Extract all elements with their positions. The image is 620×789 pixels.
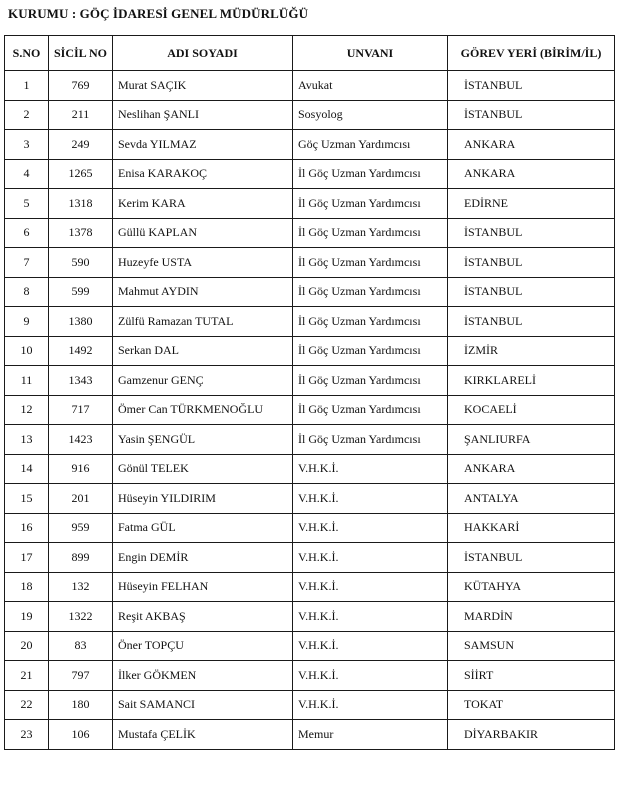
cell-name: Yasin ŞENGÜL (113, 425, 293, 455)
cell-location: İSTANBUL (448, 277, 615, 307)
cell-name: Gamzenur GENÇ (113, 366, 293, 396)
cell-sno: 12 (5, 395, 49, 425)
cell-name: Hüseyin FELHAN (113, 572, 293, 602)
cell-location: ANKARA (448, 159, 615, 189)
cell-location: SİİRT (448, 661, 615, 691)
cell-location: ANKARA (448, 130, 615, 160)
cell-name: Neslihan ŞANLI (113, 100, 293, 130)
cell-title: V.H.K.İ. (293, 484, 448, 514)
cell-location: TOKAT (448, 690, 615, 720)
cell-sno: 23 (5, 720, 49, 750)
table-row (5, 307, 615, 337)
table-row (5, 631, 615, 661)
table-body (5, 71, 615, 750)
cell-sno: 19 (5, 602, 49, 632)
table-row (5, 602, 615, 632)
cell-name: Hüseyin YILDIRIM (113, 484, 293, 514)
cell-location: İSTANBUL (448, 71, 615, 101)
cell-name: İlker GÖKMEN (113, 661, 293, 691)
cell-name: Zülfü Ramazan TUTAL (113, 307, 293, 337)
cell-location: İSTANBUL (448, 307, 615, 337)
cell-title: Sosyolog (293, 100, 448, 130)
cell-name: Huzeyfe USTA (113, 248, 293, 278)
column-header-title: UNVANI (293, 36, 448, 71)
table-row (5, 720, 615, 750)
cell-sno: 16 (5, 513, 49, 543)
cell-name: Fatma GÜL (113, 513, 293, 543)
cell-title: V.H.K.İ. (293, 661, 448, 691)
table-row (5, 159, 615, 189)
cell-sno: 6 (5, 218, 49, 248)
cell-location: KÜTAHYA (448, 572, 615, 602)
table-row (5, 277, 615, 307)
cell-sicil-no: 769 (49, 71, 113, 101)
cell-name: Serkan DAL (113, 336, 293, 366)
cell-sno: 1 (5, 71, 49, 101)
cell-sno: 14 (5, 454, 49, 484)
cell-location: SAMSUN (448, 631, 615, 661)
cell-name: Güllü KAPLAN (113, 218, 293, 248)
cell-sno: 21 (5, 661, 49, 691)
table-row (5, 395, 615, 425)
cell-sno: 5 (5, 189, 49, 219)
cell-sno: 20 (5, 631, 49, 661)
table-row (5, 100, 615, 130)
table-row (5, 248, 615, 278)
table-row (5, 366, 615, 396)
cell-title: İl Göç Uzman Yardımcısı (293, 159, 448, 189)
cell-sno: 9 (5, 307, 49, 337)
cell-sno: 10 (5, 336, 49, 366)
cell-location: İSTANBUL (448, 248, 615, 278)
cell-title: Memur (293, 720, 448, 750)
cell-title: İl Göç Uzman Yardımcısı (293, 307, 448, 337)
cell-sno: 18 (5, 572, 49, 602)
column-header-sicil-no: SİCİL NO (49, 36, 113, 71)
cell-name: Öner TOPÇU (113, 631, 293, 661)
cell-title: V.H.K.İ. (293, 602, 448, 632)
cell-sno: 3 (5, 130, 49, 160)
table-row (5, 454, 615, 484)
cell-location: İSTANBUL (448, 543, 615, 573)
cell-title: İl Göç Uzman Yardımcısı (293, 366, 448, 396)
cell-title: İl Göç Uzman Yardımcısı (293, 425, 448, 455)
cell-name: Ömer Can TÜRKMENOĞLU (113, 395, 293, 425)
cell-name: Engin DEMİR (113, 543, 293, 573)
cell-sicil-no: 797 (49, 661, 113, 691)
table-row (5, 484, 615, 514)
cell-name: Kerim KARA (113, 189, 293, 219)
cell-sicil-no: 83 (49, 631, 113, 661)
table-row (5, 572, 615, 602)
cell-title: V.H.K.İ. (293, 543, 448, 573)
cell-title: V.H.K.İ. (293, 690, 448, 720)
cell-sicil-no: 132 (49, 572, 113, 602)
cell-name: Gönül TELEK (113, 454, 293, 484)
cell-sicil-no: 916 (49, 454, 113, 484)
cell-title: İl Göç Uzman Yardımcısı (293, 277, 448, 307)
cell-name: Murat SAÇIK (113, 71, 293, 101)
cell-location: DİYARBAKIR (448, 720, 615, 750)
cell-location: MARDİN (448, 602, 615, 632)
cell-title: V.H.K.İ. (293, 454, 448, 484)
table-row (5, 71, 615, 101)
cell-sno: 7 (5, 248, 49, 278)
cell-sicil-no: 1378 (49, 218, 113, 248)
column-header-sno: S.NO (5, 36, 49, 71)
table-row (5, 336, 615, 366)
cell-sicil-no: 180 (49, 690, 113, 720)
page-title: KURUMU : GÖÇ İDARESİ GENEL MÜDÜRLÜĞÜ (8, 6, 309, 21)
personnel-table (4, 35, 615, 750)
cell-title: Göç Uzman Yardımcısı (293, 130, 448, 160)
cell-title: V.H.K.İ. (293, 631, 448, 661)
cell-sicil-no: 599 (49, 277, 113, 307)
table-header-row (5, 36, 615, 71)
cell-sicil-no: 1318 (49, 189, 113, 219)
cell-sicil-no: 717 (49, 395, 113, 425)
cell-sicil-no: 201 (49, 484, 113, 514)
table-row (5, 425, 615, 455)
cell-sno: 13 (5, 425, 49, 455)
table-row (5, 218, 615, 248)
table-row (5, 189, 615, 219)
cell-title: İl Göç Uzman Yardımcısı (293, 395, 448, 425)
cell-sno: 4 (5, 159, 49, 189)
cell-sicil-no: 1322 (49, 602, 113, 632)
cell-sno: 17 (5, 543, 49, 573)
cell-sno: 11 (5, 366, 49, 396)
cell-sno: 22 (5, 690, 49, 720)
cell-location: HAKKARİ (448, 513, 615, 543)
cell-sicil-no: 1380 (49, 307, 113, 337)
cell-sicil-no: 106 (49, 720, 113, 750)
cell-sno: 2 (5, 100, 49, 130)
cell-sicil-no: 899 (49, 543, 113, 573)
cell-location: ANKARA (448, 454, 615, 484)
cell-location: KOCAELİ (448, 395, 615, 425)
cell-sicil-no: 211 (49, 100, 113, 130)
cell-sno: 8 (5, 277, 49, 307)
column-header-name: ADI SOYADI (113, 36, 293, 71)
cell-location: İSTANBUL (448, 218, 615, 248)
cell-title: V.H.K.İ. (293, 513, 448, 543)
table-row (5, 513, 615, 543)
table-row (5, 130, 615, 160)
cell-location: ŞANLIURFA (448, 425, 615, 455)
cell-title: İl Göç Uzman Yardımcısı (293, 248, 448, 278)
cell-location: KIRKLARELİ (448, 366, 615, 396)
cell-sicil-no: 249 (49, 130, 113, 160)
cell-location: İSTANBUL (448, 100, 615, 130)
cell-title: İl Göç Uzman Yardımcısı (293, 218, 448, 248)
cell-sicil-no: 1492 (49, 336, 113, 366)
cell-name: Sait SAMANCI (113, 690, 293, 720)
cell-name: Mustafa ÇELİK (113, 720, 293, 750)
cell-location: İZMİR (448, 336, 615, 366)
table-row (5, 661, 615, 691)
cell-title: Avukat (293, 71, 448, 101)
cell-sicil-no: 959 (49, 513, 113, 543)
cell-sicil-no: 1265 (49, 159, 113, 189)
cell-location: EDİRNE (448, 189, 615, 219)
cell-title: İl Göç Uzman Yardımcısı (293, 189, 448, 219)
cell-name: Reşit AKBAŞ (113, 602, 293, 632)
table-row (5, 690, 615, 720)
cell-location: ANTALYA (448, 484, 615, 514)
table-row (5, 543, 615, 573)
cell-sicil-no: 1423 (49, 425, 113, 455)
cell-title: V.H.K.İ. (293, 572, 448, 602)
column-header-location: GÖREV YERİ (BİRİM/İL) (448, 36, 615, 71)
cell-sicil-no: 1343 (49, 366, 113, 396)
cell-title: İl Göç Uzman Yardımcısı (293, 336, 448, 366)
cell-sno: 15 (5, 484, 49, 514)
cell-name: Mahmut AYDIN (113, 277, 293, 307)
cell-name: Enisa KARAKOÇ (113, 159, 293, 189)
cell-name: Sevda YILMAZ (113, 130, 293, 160)
cell-sicil-no: 590 (49, 248, 113, 278)
